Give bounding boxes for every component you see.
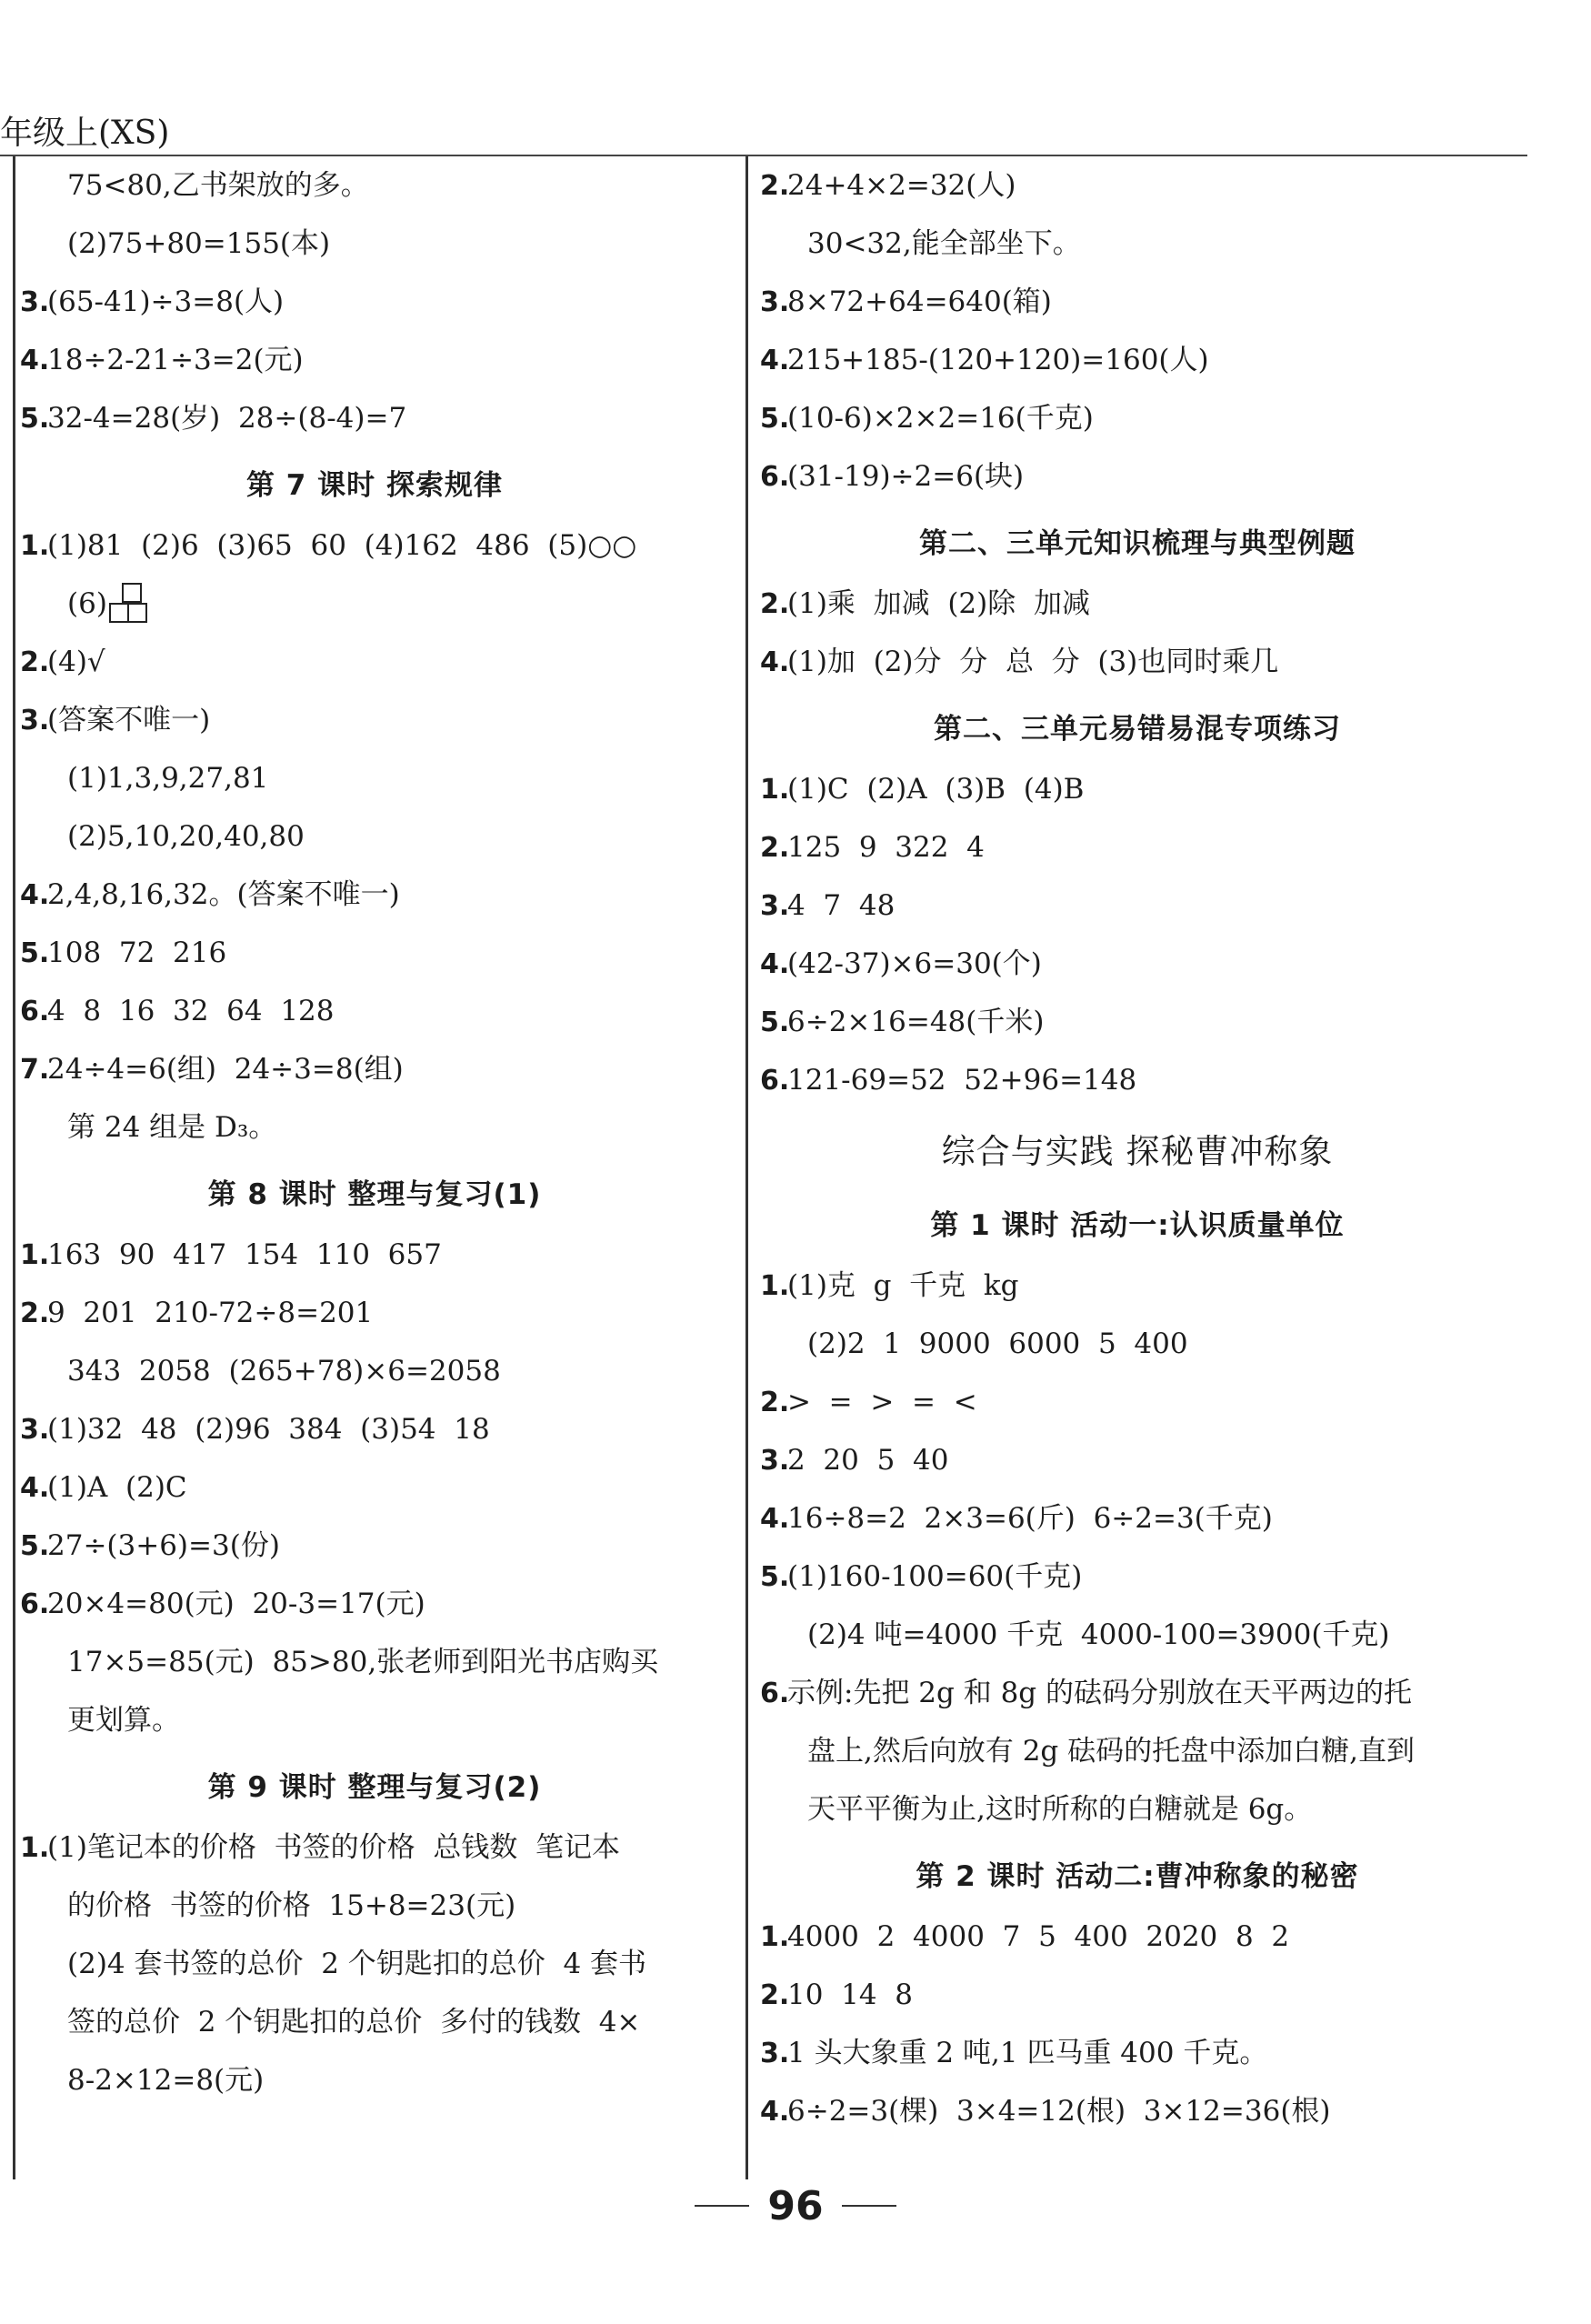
answer-text: (1)160-100=60(千克) [787, 1559, 1083, 1593]
answer-line [760, 156, 1515, 215]
answer-text: 163 90 417 154 110 657 [47, 1237, 442, 1271]
answer-text: 2 20 5 40 [787, 1443, 949, 1477]
answer-line [760, 993, 1515, 1051]
question-number: 1. [760, 1920, 790, 1953]
answer-line [20, 331, 729, 389]
answer-line [760, 1431, 1515, 1489]
answer-text: 343 2058 (265+78)×6=2058 [67, 1354, 501, 1387]
answer-text: (6) [67, 586, 107, 620]
answer-text: 6÷2=3(棵) 3×4=12(根) 3×12=36(根) [787, 2094, 1331, 2128]
answer-text: (答案不唯一) [47, 703, 211, 736]
answer-text: 108 72 216 [47, 936, 227, 969]
answer-line [20, 1098, 729, 1157]
answer-line [760, 818, 1515, 877]
question-number: 3. [20, 1413, 50, 1446]
question-number: 2. [760, 169, 790, 202]
question-number: 3. [760, 1444, 790, 1477]
answer-line [760, 1722, 1515, 1780]
answer-text: (31-19)÷2=6(块) [787, 459, 1025, 493]
answer-line [760, 2082, 1515, 2140]
answer-text: (1)克 g 千克 kg [787, 1268, 1019, 1302]
question-number: 6. [760, 1677, 790, 1709]
answer-line [760, 331, 1515, 389]
answer-line [760, 1257, 1515, 1315]
answer-text: 2,4,8,16,32。(答案不唯一) [47, 877, 400, 911]
question-number: 1. [20, 1238, 50, 1271]
question-number: 4. [760, 1502, 790, 1535]
answer-line [760, 1664, 1515, 1722]
answer-line [760, 1548, 1515, 1606]
answer-text: 盘上,然后向放有 2g 砝码的托盘中添加白糖,直到 [807, 1734, 1415, 1768]
question-number: 2. [760, 587, 790, 620]
answer-text: 27÷(3+6)=3(份) [47, 1528, 280, 1562]
answer-text: 9 201 210-72÷8=201 [47, 1296, 374, 1329]
question-number: 1. [20, 529, 50, 562]
running-header: 年级上(XS) [0, 115, 170, 152]
section-heading: 综合与实践 探秘曹冲称象 [941, 1132, 1334, 1171]
question-number: 4. [20, 1471, 50, 1504]
answer-line [20, 1993, 729, 2051]
answer-line [760, 215, 1515, 273]
question-number: 5. [20, 402, 50, 435]
right-column [760, 156, 1515, 2140]
answer-line [20, 1400, 729, 1458]
answer-text: (1)C (2)A (3)B (4)B [787, 772, 1085, 806]
answer-text: (1)加 (2)分 分 总 分 (3)也同时乘几 [787, 645, 1279, 678]
question-number: 6. [760, 460, 790, 493]
page-number: 96 [767, 2182, 824, 2229]
answer-line [20, 982, 729, 1040]
section-heading: 第 9 课时 整理与复习(2) [207, 1770, 542, 1804]
left-margin-rule [13, 156, 15, 2179]
answer-line [760, 1373, 1515, 1431]
answer-text: (1)笔记本的价格 书签的价格 总钱数 笔记本 [47, 1830, 621, 1864]
answer-line [760, 1051, 1515, 1109]
question-number: 5. [760, 1006, 790, 1038]
answer-text: 18÷2-21÷3=2(元) [47, 343, 304, 376]
answer-text: 10 14 8 [787, 1978, 914, 2011]
answer-text: > = > = < [787, 1385, 977, 1418]
squares-figure-icon [109, 583, 158, 625]
answer-text: 30<32,能全部坐下。 [807, 226, 1081, 260]
answer-line [20, 1458, 729, 1517]
answer-line [760, 1489, 1515, 1548]
question-number: 6. [20, 1588, 50, 1620]
answer-line [20, 1517, 729, 1575]
answer-text: (65-41)÷3=8(人) [47, 285, 285, 318]
answer-line [760, 575, 1515, 633]
answer-line [760, 760, 1515, 818]
answer-text: 121-69=52 52+96=148 [787, 1063, 1137, 1097]
answer-text: 天平平衡为止,这时所称的白糖就是 6g。 [807, 1792, 1313, 1826]
answer-text: 8-2×12=8(元) [67, 2063, 265, 2097]
answer-text: (2)2 1 9000 6000 5 400 [807, 1327, 1188, 1360]
answer-line [20, 807, 729, 866]
page-footer [0, 2179, 1591, 2233]
answer-line [760, 1315, 1515, 1373]
question-number: 2. [20, 1297, 50, 1329]
section-heading: 第二、三单元知识梳理与典型例题 [919, 526, 1356, 560]
question-number: 7. [20, 1053, 50, 1086]
answer-text: 24+4×2=32(人) [787, 168, 1016, 202]
answer-text: 的价格 书签的价格 15+8=23(元) [67, 1888, 516, 1922]
answer-line [20, 156, 729, 215]
answer-text: (1)1,3,9,27,81 [67, 761, 269, 795]
answer-line [20, 516, 729, 575]
section-heading: 第 8 课时 整理与复习(1) [207, 1177, 542, 1211]
answer-line [20, 1575, 729, 1633]
answer-line [760, 877, 1515, 935]
answer-text: (2)4 吨=4000 千克 4000-100=3900(千克) [807, 1618, 1390, 1651]
answer-text: (1)32 48 (2)96 384 (3)54 18 [47, 1412, 490, 1446]
answer-line [20, 1040, 729, 1098]
question-number: 1. [20, 1831, 50, 1864]
answer-text: 更划算。 [67, 1703, 180, 1737]
question-number: 4. [20, 878, 50, 911]
answer-line [20, 273, 729, 331]
question-number: 4. [760, 947, 790, 980]
question-number: 6. [760, 1064, 790, 1097]
answer-line [20, 1691, 729, 1749]
answer-line [20, 2051, 729, 2109]
answer-text: 75<80,乙书架放的多。 [67, 168, 369, 202]
answer-line [20, 1818, 729, 1877]
answer-text: 20×4=80(元) 20-3=17(元) [47, 1587, 425, 1620]
answer-text: (1)A (2)C [47, 1470, 187, 1504]
answer-text: 4 8 16 32 64 128 [47, 994, 335, 1027]
question-number: 2. [760, 831, 790, 864]
answer-line [20, 1226, 729, 1284]
answer-line [760, 935, 1515, 993]
answer-text: (42-37)×6=30(个) [787, 947, 1042, 980]
question-number: 5. [760, 1560, 790, 1593]
question-number: 3. [760, 285, 790, 318]
answer-text: 24÷4=6(组) 24÷3=8(组) [47, 1052, 404, 1086]
answer-text: 签的总价 2 个钥匙扣的总价 多付的钱数 4× [67, 2005, 641, 2039]
answer-line [20, 1935, 729, 1993]
answer-text: (1)乘 加减 (2)除 加减 [787, 586, 1090, 620]
question-number: 2. [760, 1386, 790, 1418]
answer-text: 示例:先把 2g 和 8g 的砝码分别放在天平两边的托 [787, 1676, 1412, 1709]
answer-line [760, 2024, 1515, 2082]
answer-line [760, 1606, 1515, 1664]
section-heading: 第 2 课时 活动二:曹冲称象的秘密 [916, 1859, 1359, 1893]
left-column [20, 156, 729, 2109]
answer-line [20, 1284, 729, 1342]
question-number: 6. [20, 995, 50, 1027]
answer-line [20, 749, 729, 807]
question-number: 2. [20, 646, 50, 678]
answer-text: 4000 2 4000 7 5 400 2020 8 2 [787, 1919, 1290, 1953]
answer-text: 8×72+64=640(箱) [787, 285, 1052, 318]
answer-text: 17×5=85(元) 85>80,张老师到阳光书店购买 [67, 1645, 659, 1678]
answer-line [20, 389, 729, 447]
answer-line [20, 1877, 729, 1935]
question-number: 1. [760, 773, 790, 806]
footer-dash-right [842, 2205, 896, 2207]
question-number: 3. [760, 889, 790, 922]
question-number: 5. [760, 402, 790, 435]
answer-line [760, 389, 1515, 447]
question-number: 4. [760, 344, 790, 376]
answer-text: 215+185-(120+120)=160(人) [787, 343, 1209, 376]
answer-text: 4 7 48 [787, 888, 896, 922]
answer-text: 1 头大象重 2 吨,1 匹马重 400 千克。 [787, 2036, 1268, 2069]
question-number: 3. [20, 285, 50, 318]
question-number: 3. [20, 704, 50, 736]
answer-text: 125 9 322 4 [787, 830, 985, 864]
answer-line [760, 633, 1515, 691]
answer-line [20, 691, 729, 749]
answer-text: (4)√ [47, 645, 105, 678]
answer-text: 32-4=28(岁) 28÷(8-4)=7 [47, 401, 407, 435]
section-heading: 第 7 课时 探索规律 [246, 468, 503, 502]
answer-line [20, 575, 729, 633]
question-number: 4. [760, 646, 790, 678]
column-divider [745, 156, 748, 2179]
answer-text: (2)4 套书签的总价 2 个钥匙扣的总价 4 套书 [67, 1947, 647, 1980]
question-number: 4. [760, 2095, 790, 2128]
answer-text: 16÷8=2 2×3=6(斤) 6÷2=3(千克) [787, 1501, 1273, 1535]
answer-line [760, 1966, 1515, 2024]
answer-line [20, 1342, 729, 1400]
answer-text: (2)5,10,20,40,80 [67, 819, 305, 853]
answer-line [20, 1633, 729, 1691]
answer-line [20, 924, 729, 982]
answer-text: (10-6)×2×2=16(千克) [787, 401, 1094, 435]
answer-text: (2)75+80=155(本) [67, 226, 331, 260]
answer-line [20, 215, 729, 273]
answer-line [760, 1908, 1515, 1966]
question-number: 5. [20, 937, 50, 969]
question-number: 1. [760, 1269, 790, 1302]
question-number: 4. [20, 344, 50, 376]
footer-dash-left [695, 2205, 749, 2207]
section-heading: 第二、三单元易错易混专项练习 [934, 712, 1341, 746]
answer-line [20, 866, 729, 924]
question-number: 5. [20, 1529, 50, 1562]
answer-line [20, 633, 729, 691]
question-number: 3. [760, 2037, 790, 2069]
section-heading: 第 1 课时 活动一:认识质量单位 [930, 1208, 1345, 1242]
answer-text: 第 24 组是 D₃。 [67, 1110, 277, 1144]
answer-line [760, 1780, 1515, 1838]
answer-line [760, 273, 1515, 331]
answer-text: 6÷2×16=48(千米) [787, 1005, 1045, 1038]
answer-line [760, 447, 1515, 506]
answer-text: (1)81 (2)6 (3)65 60 (4)162 486 (5)○○ [47, 528, 637, 562]
question-number: 2. [760, 1978, 790, 2011]
